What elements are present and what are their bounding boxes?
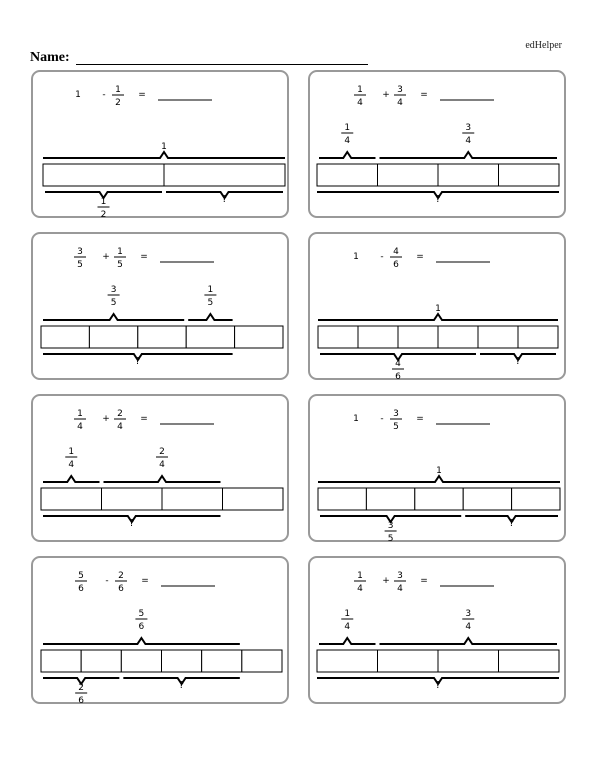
bar-segment [41,650,81,672]
top-label-denominator: 5 [110,298,117,308]
term-2-denominator: 4 [397,98,403,108]
bar-segment [317,164,378,186]
problem-diagram [33,558,291,706]
problem-card-5 [31,394,289,542]
term-1-denominator: 4 [357,98,363,108]
top-brace-2 [380,638,558,644]
fraction-bar [317,650,559,672]
bottom-label-question: ? [129,518,135,529]
bar-segment [463,488,511,510]
operator: + [382,90,390,100]
term-1-numerator: 5 [78,571,84,581]
problem-diagram [33,396,291,544]
top-brace-1 [43,152,285,158]
bar-segment [162,488,223,510]
term-1-denominator: 5 [77,260,83,270]
bar-segment [318,488,366,510]
term-2-numerator: 2 [118,571,124,581]
equation [353,409,490,432]
fraction-bar [41,488,283,510]
top-label-whole: 1 [161,142,167,152]
operator: - [380,252,384,262]
brand-label: edHelper [525,40,562,51]
bottom-label-numerator: 2 [78,683,85,693]
bar-segment [81,650,121,672]
equals-sign: = [416,252,424,262]
top-brace-1 [319,638,376,644]
bar-segment [317,650,378,672]
equals-sign: = [416,414,424,424]
bar-segment [235,326,283,348]
problem-card-4 [308,232,566,380]
bar-segment [43,164,164,186]
problem-diagram [310,558,568,706]
term-2-denominator: 4 [117,422,123,432]
equals-sign: = [140,252,148,262]
top-brace-2 [188,314,232,320]
term-2-numerator: 3 [393,409,399,419]
bottom-label-denominator: 5 [387,534,394,544]
bottom-label-question: ? [178,680,185,691]
bottom-label-question: ? [135,356,141,367]
top-label-denominator: 5 [207,298,214,308]
problem-diagram [33,234,291,382]
term-2-denominator: 5 [117,260,123,270]
term-1-numerator: 1 [357,85,363,95]
term-2-numerator: 2 [117,409,123,419]
term-2-denominator: 5 [393,422,399,432]
term-1-numerator: 1 [357,571,363,581]
fraction-bar [41,650,282,672]
bar-segment [398,326,438,348]
equation [354,85,494,108]
top-brace-1 [43,638,240,644]
bar-segment [138,326,186,348]
term-1-numerator: 3 [77,247,83,257]
top-label-numerator: 1 [344,123,351,133]
bottom-label-denominator: 6 [395,372,401,382]
top-label-numerator: 3 [465,123,472,133]
bar-segment [318,326,358,348]
top-brace-1 [43,314,184,320]
bar-segment [242,650,282,672]
problem-card-8 [308,556,566,704]
bar-segment [202,650,242,672]
bar-segment [41,326,89,348]
top-brace-1 [319,152,376,158]
equals-sign: = [138,90,146,100]
top-label-denominator: 6 [138,622,145,632]
name-label: Name: [30,50,70,65]
operator: + [382,576,390,586]
top-label-numerator: 1 [344,609,351,619]
bar-segment [358,326,398,348]
problem-card-2 [308,70,566,218]
term-1-whole: 1 [353,252,359,262]
bottom-label-denominator: 6 [78,696,85,706]
top-label-numerator: 3 [465,609,472,619]
bar-segment [499,650,560,672]
bar-segment [366,488,414,510]
problem-diagram [310,396,568,544]
top-label-denominator: 4 [465,622,472,632]
bottom-label-question: ? [435,194,441,205]
top-brace-2 [380,152,558,158]
bar-segment [102,488,163,510]
term-2-numerator: 3 [397,571,403,581]
bar-segment [478,326,518,348]
operator: - [380,414,384,424]
term-2-denominator: 6 [393,260,399,270]
fraction-bar [41,326,283,348]
top-label-numerator: 5 [138,609,145,619]
term-1-whole: 1 [353,414,359,424]
bar-segment [378,164,439,186]
bottom-label-numerator: 3 [387,521,394,531]
term-1-numerator: 1 [77,409,83,419]
equation [75,85,212,108]
bar-segment [223,488,284,510]
bar-segment [121,650,161,672]
bar-segment [512,488,560,510]
problem-card-1 [31,70,289,218]
equation [353,247,490,270]
equals-sign: = [141,576,149,586]
term-1-whole: 1 [75,90,81,100]
top-label-denominator: 4 [159,460,165,470]
operator: - [102,90,106,100]
term-2-numerator: 4 [393,247,399,257]
bottom-label-question: ? [435,680,441,691]
bar-segment [415,488,463,510]
bar-segment [89,326,137,348]
top-brace-1 [318,476,560,482]
fraction-bar [43,164,285,186]
top-label-denominator: 4 [68,460,75,470]
problem-card-6 [308,394,566,542]
top-label-numerator: 1 [207,285,214,295]
equals-sign: = [140,414,148,424]
bar-segment [438,326,478,348]
operator: + [102,252,110,262]
term-2-numerator: 3 [397,85,403,95]
top-label-whole: 1 [435,304,441,314]
name-input-line[interactable] [76,64,368,65]
bar-segment [378,650,439,672]
problem-diagram [310,72,568,220]
bar-segment [164,164,285,186]
bottom-label-denominator: 2 [100,210,107,220]
top-brace-1 [318,314,558,320]
bar-segment [41,488,102,510]
bar-segment [518,326,558,348]
bar-segment [438,164,499,186]
problem-card-3 [31,232,289,380]
term-2-denominator: 4 [397,584,403,594]
bottom-label-question: ? [508,518,515,529]
term-2-denominator: 2 [115,98,121,108]
bottom-label-question: ? [221,194,228,205]
top-label-numerator: 1 [68,447,75,457]
equation [75,571,215,594]
bar-segment [499,164,560,186]
bar-segment [186,326,234,348]
top-label-denominator: 4 [344,622,351,632]
top-label-numerator: 2 [159,447,165,457]
bottom-label-numerator: 4 [395,359,401,369]
equals-sign: = [420,576,428,586]
bottom-label-numerator: 1 [100,197,107,207]
operator: - [105,576,109,586]
fraction-bar [318,488,560,510]
equation [74,247,214,270]
term-2-numerator: 1 [115,85,121,95]
equation [74,409,214,432]
operator: + [102,414,110,424]
bar-segment [162,650,202,672]
fraction-bar [317,164,559,186]
top-label-denominator: 4 [465,136,472,146]
equation [354,571,494,594]
problem-card-7 [31,556,289,704]
top-brace-1 [43,476,100,482]
term-1-denominator: 4 [77,422,83,432]
top-label-denominator: 4 [344,136,351,146]
term-2-denominator: 6 [118,584,124,594]
term-1-denominator: 6 [78,584,84,594]
problem-diagram [33,72,291,220]
top-brace-2 [104,476,221,482]
top-label-whole: 1 [436,466,442,476]
fraction-bar [318,326,558,348]
term-1-denominator: 4 [357,584,363,594]
term-2-numerator: 1 [117,247,123,257]
bottom-label-question: ? [515,356,521,367]
bar-segment [438,650,499,672]
problem-diagram [310,234,568,382]
top-label-numerator: 3 [110,285,117,295]
equals-sign: = [420,90,428,100]
